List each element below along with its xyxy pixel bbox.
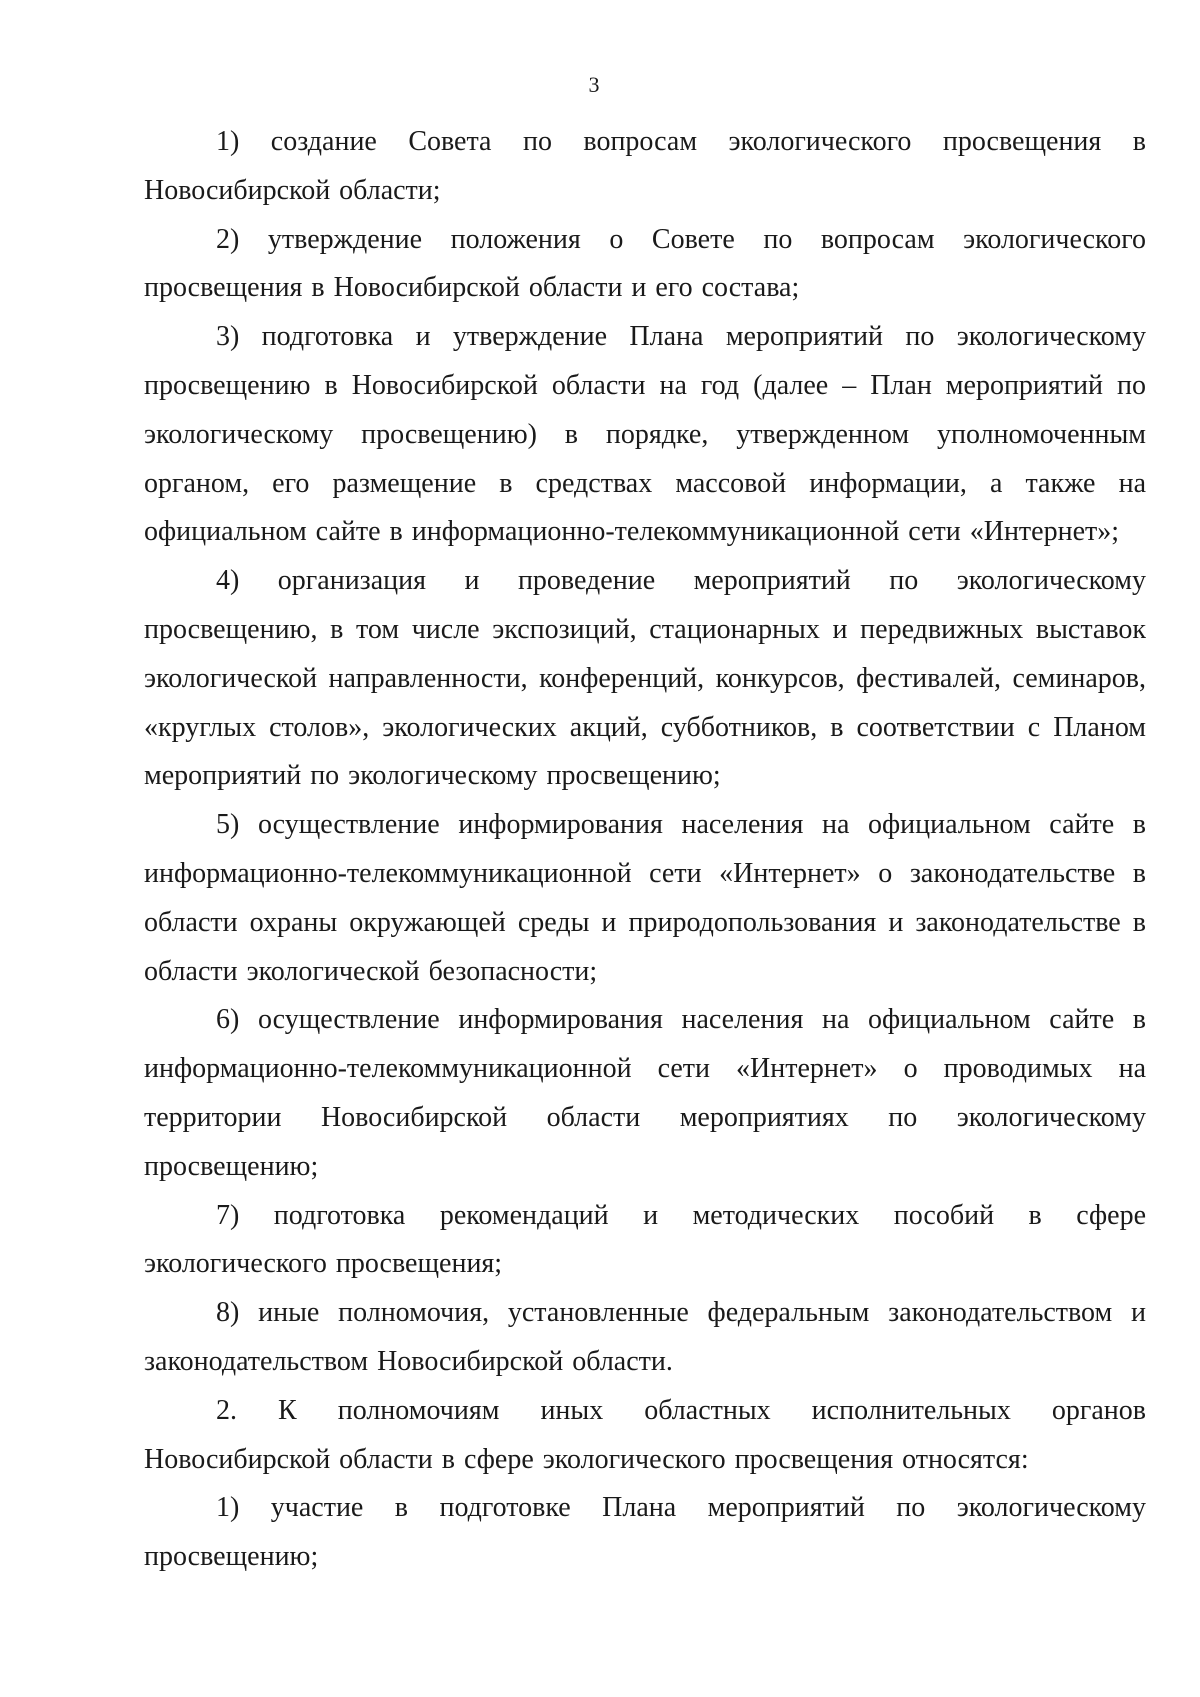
paragraph: 6) осуществление информирования населения на официальном сайте в информационно-телекоммуникационной сети «Интернет» о проводимых на территории Новосибирской области мероприятиях по экологическому просвещению; (144, 1004, 1146, 1182)
paragraph: 8) иные полномочия, установленные федеральным законодательством и законодательством Новосибирской области. (144, 1297, 1146, 1377)
document-body (144, 118, 1146, 1582)
paragraph: 1) участие в подготовке Плана мероприятий по экологическому просвещению; (144, 1492, 1146, 1573)
paragraph: 2) утверждение положения о Совете по вопросам экологического просвещения в Новосибирской области и его состава; (144, 223, 1146, 304)
paragraph: 3) подготовка и утверждение Плана мероприятий по экологическому просвещению в Новосибирской области на год (далее – План мероприятий по экологическому просвещению) в порядке, утвержденном уполномоченным органом, его размещение в средствах массовой информации, а также на официальном сайте в информационно-телекоммуникационной сети «Интернет»; (144, 321, 1146, 548)
paragraph: 4) организация и проведение мероприятий по экологическому просвещению, в том числе экспозиций, стационарных и передвижных выставок экологической направленности, конференций, конкурсов, фестивалей, семинаров, «круглых столов», экологических акций, субботников, в соответствии с Планом мероприятий по экологическому просвещению; (144, 565, 1146, 792)
paragraph: 2. К полномочиям иных областных исполнительных органов Новосибирской области в сфере экологического просвещения относятся: (144, 1394, 1146, 1475)
paragraph: 7) подготовка рекомендаций и методических пособий в сфере экологического просвещения; (144, 1199, 1146, 1280)
page-number: 3 (588, 72, 600, 97)
paragraph: 5) осуществление информирования населения на официальном сайте в информационно-телекоммуникационной сети «Интернет» о законодательстве в области охраны окружающей среды и природопользования и законодательстве в области экологической безопасности; (144, 809, 1146, 987)
paragraph: 1) создание Совета по вопросам экологического просвещения в Новосибирской области; (144, 126, 1146, 206)
